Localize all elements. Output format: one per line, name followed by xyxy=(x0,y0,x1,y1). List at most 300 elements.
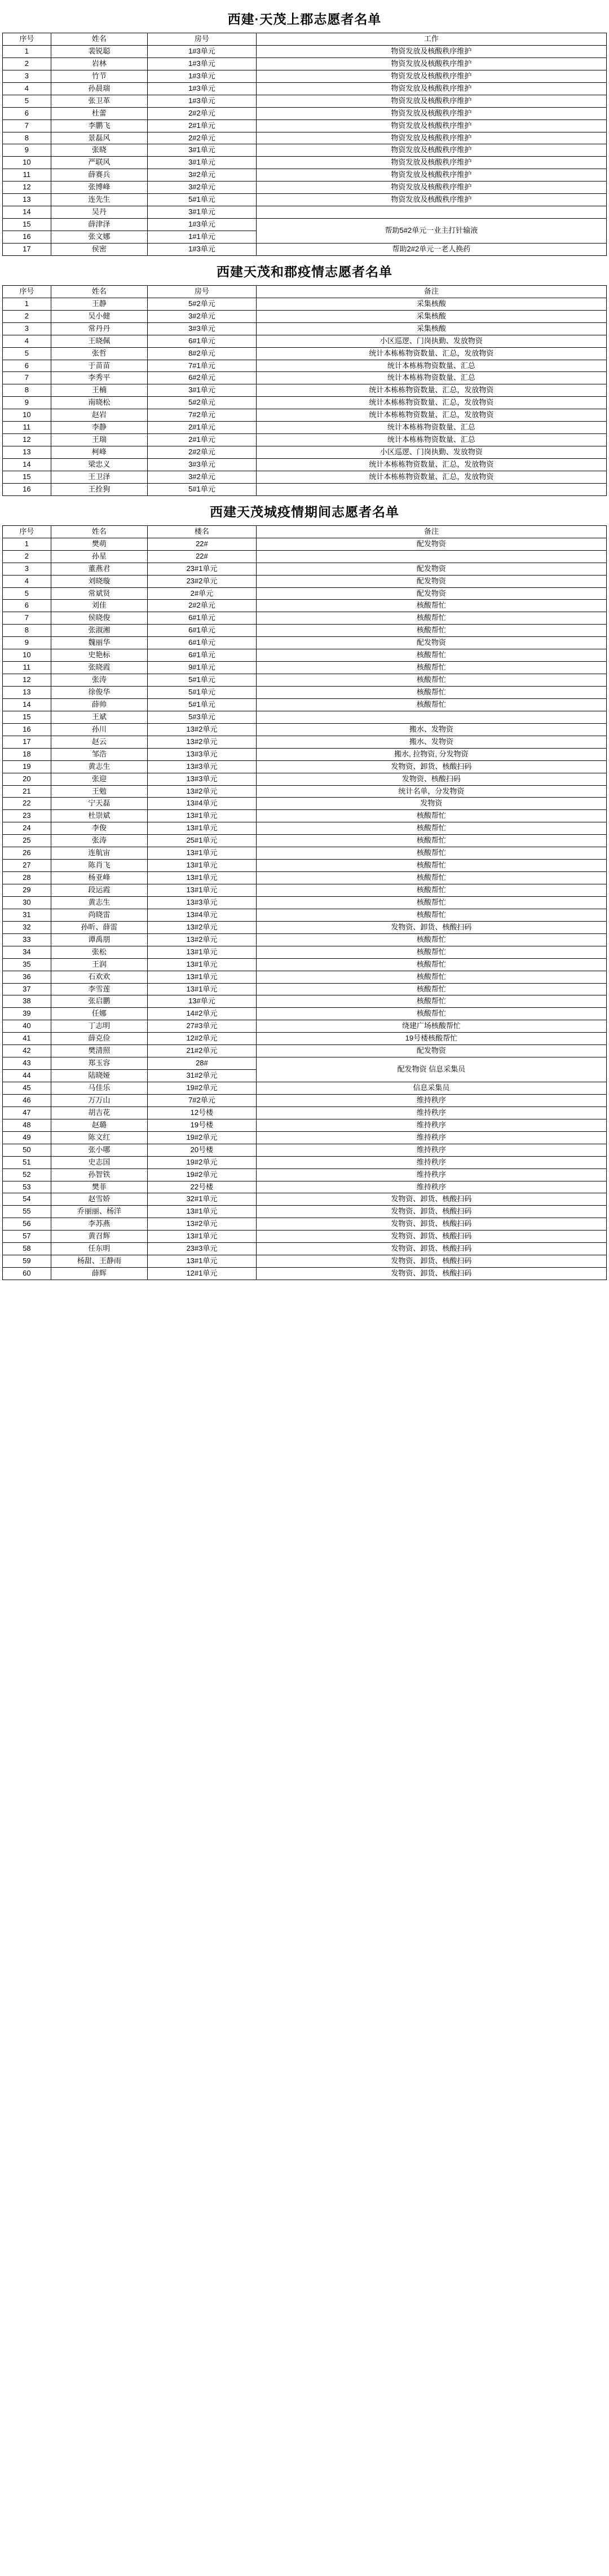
table-cell: 3#3单元 xyxy=(148,322,257,335)
table-cell: 孙智铁 xyxy=(51,1169,147,1181)
table-row xyxy=(3,82,607,95)
table-cell: 7 xyxy=(3,612,51,625)
table-cell: 13#1单元 xyxy=(148,860,257,872)
table-cell: 16 xyxy=(3,723,51,736)
table-cell: 竹节 xyxy=(51,70,147,82)
section-title: 西建天茂城疫情期间志愿者名单 xyxy=(210,504,399,519)
table-row xyxy=(3,1131,607,1144)
table-cell: 12#2单元 xyxy=(148,1033,257,1045)
table-cell-merged: 配发物资 信息采集员 xyxy=(256,1057,606,1082)
table-cell: 樊萌 xyxy=(51,538,147,550)
table-row xyxy=(3,538,607,550)
table-cell: 核酸帮忙 xyxy=(256,649,606,662)
section-title: 西建天茂和郡疫情志愿者名单 xyxy=(217,264,392,279)
table-cell: 12 xyxy=(3,674,51,687)
table-row xyxy=(3,909,607,921)
table-cell: 19#2单元 xyxy=(148,1082,257,1095)
table-cell: 37 xyxy=(3,983,51,995)
table-row xyxy=(3,736,607,748)
table-row xyxy=(3,698,607,711)
table-cell: 16 xyxy=(3,231,51,244)
table-cell-merged: 帮助5#2单元一业主打针输液 xyxy=(256,219,606,244)
table-cell: 15 xyxy=(3,711,51,723)
table-row xyxy=(3,194,607,206)
table-cell: 严联风 xyxy=(51,157,147,169)
table-cell: 55 xyxy=(3,1206,51,1218)
table-cell: 搬水、发物资 xyxy=(256,736,606,748)
table-cell: 3#1单元 xyxy=(148,157,257,169)
column-header: 房号 xyxy=(148,285,257,298)
table-cell: 2#2单元 xyxy=(148,107,257,119)
table-cell: 核酸帮忙 xyxy=(256,872,606,884)
volunteer-roster-document xyxy=(0,0,609,1286)
column-header: 姓名 xyxy=(51,285,147,298)
table-cell: 13#1单元 xyxy=(148,810,257,822)
table-cell: 46 xyxy=(3,1094,51,1106)
table-cell: 发物资、卸货、核酸扫码 xyxy=(256,1255,606,1268)
table-cell: 18 xyxy=(3,748,51,760)
table-cell: 宁天磊 xyxy=(51,798,147,810)
table-cell: 14#2单元 xyxy=(148,1008,257,1020)
table-row xyxy=(3,798,607,810)
table-cell: 23#3单元 xyxy=(148,1243,257,1255)
table-cell: 核酸帮忙 xyxy=(256,810,606,822)
table-cell: 3#2单元 xyxy=(148,182,257,194)
table-row xyxy=(3,1255,607,1268)
table-cell: 10 xyxy=(3,409,51,422)
table-row xyxy=(3,298,607,310)
table-cell: 13#2单元 xyxy=(148,933,257,946)
table-row xyxy=(3,459,607,471)
table-cell: 核酸帮忙 xyxy=(256,896,606,909)
table-cell: 13#单元 xyxy=(148,995,257,1008)
table-cell: 5#1单元 xyxy=(148,698,257,711)
table-cell: 核酸帮忙 xyxy=(256,835,606,847)
table-cell: 维持秩序 xyxy=(256,1094,606,1106)
table-row xyxy=(3,723,607,736)
column-header: 工作 xyxy=(256,33,606,46)
table-cell: 维持秩序 xyxy=(256,1119,606,1131)
table-row xyxy=(3,971,607,983)
table-cell: 维持秩序 xyxy=(256,1131,606,1144)
table-row xyxy=(3,1193,607,1206)
table-cell: 8 xyxy=(3,384,51,397)
table-cell: 2#1单元 xyxy=(148,119,257,132)
table-cell: 2#2单元 xyxy=(148,132,257,144)
table-cell: 34 xyxy=(3,946,51,958)
table-cell: 1#3单元 xyxy=(148,243,257,255)
table-cell: 张涛 xyxy=(51,835,147,847)
table-cell: 马佳乐 xyxy=(51,1082,147,1095)
table-cell: 邹浩 xyxy=(51,748,147,760)
table-cell: 3 xyxy=(3,322,51,335)
table-row xyxy=(3,860,607,872)
table-cell: 3 xyxy=(3,563,51,575)
table-cell: 薛帅 xyxy=(51,698,147,711)
table-cell: 43 xyxy=(3,1057,51,1070)
table-cell: 11 xyxy=(3,422,51,434)
table-cell: 22 xyxy=(3,798,51,810)
table-cell: 孙昕、薛雷 xyxy=(51,921,147,933)
table-cell: 搬水、发物资 xyxy=(256,723,606,736)
table-cell: 9#1单元 xyxy=(148,662,257,674)
table-cell: 7#1单元 xyxy=(148,360,257,372)
table-cell: 张松 xyxy=(51,946,147,958)
table-row xyxy=(3,157,607,169)
table-row xyxy=(3,1181,607,1193)
table-cell: 17 xyxy=(3,736,51,748)
table-cell: 7 xyxy=(3,119,51,132)
table-cell: 22号楼 xyxy=(148,1181,257,1193)
table-cell: 1#3单元 xyxy=(148,82,257,95)
table-cell: 5 xyxy=(3,587,51,600)
table-row xyxy=(3,483,607,495)
table-cell: 小区巡逻、门岗执勤、发放物资 xyxy=(256,335,606,347)
table-cell: 13#1单元 xyxy=(148,971,257,983)
table-cell: 25 xyxy=(3,835,51,847)
table-cell: 物资发放及核酸秩序维护 xyxy=(256,132,606,144)
table-cell: 信息采集员 xyxy=(256,1082,606,1095)
table-cell: 维持秩序 xyxy=(256,1156,606,1169)
table-cell: 徐俊华 xyxy=(51,687,147,699)
table-cell: 31#2单元 xyxy=(148,1070,257,1082)
table-cell: 19号楼 xyxy=(148,1119,257,1131)
table-row xyxy=(3,748,607,760)
table-cell: 黄召辉 xyxy=(51,1231,147,1243)
roster-table xyxy=(2,33,607,256)
table-row xyxy=(3,310,607,322)
table-cell: 53 xyxy=(3,1181,51,1193)
table-row xyxy=(3,1082,607,1095)
table-cell: 13#2单元 xyxy=(148,1218,257,1231)
table-cell: 2 xyxy=(3,550,51,563)
table-row xyxy=(3,243,607,255)
table-cell: 乔丽丽、杨洋 xyxy=(51,1206,147,1218)
table-row xyxy=(3,983,607,995)
table-cell: 13#2单元 xyxy=(148,921,257,933)
table-cell: 采集核酸 xyxy=(256,310,606,322)
table-cell: 柯峰 xyxy=(51,446,147,459)
table-header-row xyxy=(3,285,607,298)
table-row xyxy=(3,384,607,397)
table-cell: 13#2单元 xyxy=(148,736,257,748)
table-cell: 物资发放及核酸秩序维护 xyxy=(256,107,606,119)
table-cell: 4 xyxy=(3,335,51,347)
table-cell: 20号楼 xyxy=(148,1144,257,1156)
table-row xyxy=(3,219,607,231)
table-row xyxy=(3,360,607,372)
table-cell: 5#2单元 xyxy=(148,397,257,409)
table-cell: 核酸帮忙 xyxy=(256,1008,606,1020)
table-cell: 1#3单元 xyxy=(148,95,257,107)
table-row xyxy=(3,446,607,459)
table-row xyxy=(3,409,607,422)
table-cell: 张晓 xyxy=(51,144,147,157)
table-cell: 李雪莲 xyxy=(51,983,147,995)
table-cell: 任东明 xyxy=(51,1243,147,1255)
table-cell: 14 xyxy=(3,698,51,711)
table-row xyxy=(3,1169,607,1181)
table-cell: 47 xyxy=(3,1106,51,1119)
table-cell: 孙星 xyxy=(51,550,147,563)
table-cell: 核酸帮忙 xyxy=(256,662,606,674)
table-cell: 56 xyxy=(3,1218,51,1231)
table-cell: 22# xyxy=(148,550,257,563)
table-cell: 50 xyxy=(3,1144,51,1156)
table-row xyxy=(3,958,607,971)
table-row xyxy=(3,70,607,82)
table-cell: 6 xyxy=(3,360,51,372)
table-cell: 张涛 xyxy=(51,674,147,687)
table-cell: 9 xyxy=(3,637,51,649)
table-cell: 物资发放及核酸秩序维护 xyxy=(256,194,606,206)
table-row xyxy=(3,884,607,897)
table-row xyxy=(3,896,607,909)
table-cell: 54 xyxy=(3,1193,51,1206)
table-cell: 物资发放及核酸秩序维护 xyxy=(256,119,606,132)
table-cell: 27#3单元 xyxy=(148,1020,257,1033)
table-cell: 核酸帮忙 xyxy=(256,600,606,612)
table-row xyxy=(3,711,607,723)
table-cell: 59 xyxy=(3,1255,51,1268)
table-cell: 1 xyxy=(3,538,51,550)
table-cell: 35 xyxy=(3,958,51,971)
table-cell: 丁志明 xyxy=(51,1020,147,1033)
column-header: 序号 xyxy=(3,525,51,538)
table-row xyxy=(3,1033,607,1045)
column-header: 序号 xyxy=(3,33,51,46)
table-cell: 1 xyxy=(3,45,51,57)
table-cell: 7#2单元 xyxy=(148,1094,257,1106)
table-cell: 统计本栋栋物资数量、汇总，发放物资 xyxy=(256,397,606,409)
table-cell: 核酸帮忙 xyxy=(256,983,606,995)
table-cell: 物资发放及核酸秩序维护 xyxy=(256,70,606,82)
table-cell: 12#1单元 xyxy=(148,1268,257,1280)
table-cell: 13 xyxy=(3,687,51,699)
table-cell: 12 xyxy=(3,434,51,446)
table-row xyxy=(3,600,607,612)
table-cell: 核酸帮忙 xyxy=(256,909,606,921)
table-cell: 赵雪娇 xyxy=(51,1193,147,1206)
table-cell: 21#2单元 xyxy=(148,1045,257,1057)
table-cell: 搬水, 拉物资, 分发物资 xyxy=(256,748,606,760)
table-cell: 维持秩序 xyxy=(256,1144,606,1156)
table-cell: 发物资、卸货、核酸扫码 xyxy=(256,1268,606,1280)
table-cell: 吴丹 xyxy=(51,206,147,219)
table-cell: 张小哪 xyxy=(51,1144,147,1156)
table-cell: 张启鹏 xyxy=(51,995,147,1008)
table-cell: 6#1单元 xyxy=(148,625,257,637)
table-cell: 核酸帮忙 xyxy=(256,995,606,1008)
table-row xyxy=(3,169,607,182)
table-cell: 41 xyxy=(3,1033,51,1045)
table-row xyxy=(3,1119,607,1131)
table-cell: 王拴狗 xyxy=(51,483,147,495)
table-row xyxy=(3,637,607,649)
table-cell: 谭禹朋 xyxy=(51,933,147,946)
table-cell: 发物资、卸货、核酸扫码 xyxy=(256,921,606,933)
table-cell: 3#3单元 xyxy=(148,459,257,471)
table-cell: 13#2单元 xyxy=(148,785,257,798)
table-cell: 发物资、卸货、核酸扫码 xyxy=(256,1193,606,1206)
table-row xyxy=(3,372,607,384)
table-row xyxy=(3,822,607,835)
table-cell: 核酸帮忙 xyxy=(256,612,606,625)
table-cell: 薛克俭 xyxy=(51,1033,147,1045)
table-cell: 6#2单元 xyxy=(148,372,257,384)
table-header-row xyxy=(3,33,607,46)
table-cell: 王卫泽 xyxy=(51,471,147,483)
table-cell: 1#3单元 xyxy=(148,45,257,57)
column-header: 楼名 xyxy=(148,525,257,538)
table-cell: 统计本栋栋物资数量、汇总 xyxy=(256,360,606,372)
table-cell: 裴锐聪 xyxy=(51,45,147,57)
table-cell: 核酸帮忙 xyxy=(256,946,606,958)
table-cell: 5#1单元 xyxy=(148,483,257,495)
table-cell: 发物资、卸货、核酸扫码 xyxy=(256,1206,606,1218)
table-cell: 统计本栋栋物资数量、汇总 xyxy=(256,372,606,384)
table-cell: 于苗苗 xyxy=(51,360,147,372)
table-cell: 3#2单元 xyxy=(148,310,257,322)
table-cell: 张博峰 xyxy=(51,182,147,194)
table-cell: 侯密 xyxy=(51,243,147,255)
table-cell: 28 xyxy=(3,872,51,884)
table-cell: 12号楼 xyxy=(148,1106,257,1119)
column-header: 房号 xyxy=(148,33,257,46)
table-cell: 发物资、卸货、核酸扫码 xyxy=(256,1231,606,1243)
table-cell: 任娜 xyxy=(51,1008,147,1020)
table-cell: 23#1单元 xyxy=(148,563,257,575)
table-row xyxy=(3,835,607,847)
table-cell: 1 xyxy=(3,298,51,310)
table-cell: 8 xyxy=(3,625,51,637)
table-cell: 李苏燕 xyxy=(51,1218,147,1231)
table-cell: 2#单元 xyxy=(148,587,257,600)
table-cell xyxy=(256,711,606,723)
table-cell: 48 xyxy=(3,1119,51,1131)
table-cell: 40 xyxy=(3,1020,51,1033)
table-cell: 6#1单元 xyxy=(148,649,257,662)
table-cell: 核酸帮忙 xyxy=(256,860,606,872)
table-cell: 核酸帮忙 xyxy=(256,933,606,946)
table-cell: 王楠 xyxy=(51,384,147,397)
table-cell: 13#2单元 xyxy=(148,723,257,736)
table-row xyxy=(3,847,607,860)
table-cell: 胡吉花 xyxy=(51,1106,147,1119)
table-cell: 王润 xyxy=(51,958,147,971)
table-cell: 绕建广场核酸帮忙 xyxy=(256,1020,606,1033)
table-row xyxy=(3,182,607,194)
table-row xyxy=(3,612,607,625)
table-cell: 39 xyxy=(3,1008,51,1020)
table-row xyxy=(3,422,607,434)
table-row xyxy=(3,946,607,958)
table-cell: 魏丽华 xyxy=(51,637,147,649)
table-cell: 42 xyxy=(3,1045,51,1057)
table-cell: 1#1单元 xyxy=(148,231,257,244)
table-cell: 常斌贤 xyxy=(51,587,147,600)
table-row xyxy=(3,1057,607,1070)
table-row xyxy=(3,95,607,107)
table-cell: 孙川 xyxy=(51,723,147,736)
table-cell: 核酸帮忙 xyxy=(256,847,606,860)
table-cell: 维持秩序 xyxy=(256,1181,606,1193)
table-cell: 8#2单元 xyxy=(148,347,257,360)
table-cell: 杨甜、王静雨 xyxy=(51,1255,147,1268)
table-row xyxy=(3,760,607,773)
table-cell: 2#1单元 xyxy=(148,422,257,434)
table-cell: 4 xyxy=(3,575,51,587)
table-cell xyxy=(256,550,606,563)
table-cell: 刘晓璇 xyxy=(51,575,147,587)
table-cell: 32 xyxy=(3,921,51,933)
table-cell: 薛津泽 xyxy=(51,219,147,231)
table-cell: 38 xyxy=(3,995,51,1008)
table-cell: 核酸帮忙 xyxy=(256,958,606,971)
table-cell: 连航宙 xyxy=(51,847,147,860)
table-row xyxy=(3,57,607,70)
table-cell: 27 xyxy=(3,860,51,872)
table-cell: 1#3单元 xyxy=(148,70,257,82)
table-cell: 6#1单元 xyxy=(148,637,257,649)
table-row xyxy=(3,1231,607,1243)
table-row xyxy=(3,471,607,483)
table-cell: 57 xyxy=(3,1231,51,1243)
table-cell: 赵云 xyxy=(51,736,147,748)
column-header: 姓名 xyxy=(51,33,147,46)
table-row xyxy=(3,662,607,674)
table-cell: 尚晓雷 xyxy=(51,909,147,921)
table-cell: 15 xyxy=(3,219,51,231)
table-cell: 王晓佩 xyxy=(51,335,147,347)
table-cell: 统计本栋栋物资数量、汇总 xyxy=(256,422,606,434)
table-cell: 52 xyxy=(3,1169,51,1181)
table-cell: 7#2单元 xyxy=(148,409,257,422)
table-row xyxy=(3,144,607,157)
table-cell: 21 xyxy=(3,785,51,798)
table-cell: 51 xyxy=(3,1156,51,1169)
table-cell: 采集核酸 xyxy=(256,322,606,335)
table-cell: 杜蕾 xyxy=(51,107,147,119)
table-cell: 1#3单元 xyxy=(148,219,257,231)
roster-sections-container xyxy=(2,3,607,1280)
table-cell: 帮助2#2单元一老人换药 xyxy=(256,243,606,255)
table-cell: 13#1单元 xyxy=(148,983,257,995)
table-cell: 核酸帮忙 xyxy=(256,698,606,711)
table-cell: 配发物资 xyxy=(256,538,606,550)
table-cell: 维持秩序 xyxy=(256,1169,606,1181)
table-cell: 49 xyxy=(3,1131,51,1144)
table-cell: 19 xyxy=(3,760,51,773)
table-cell: 常丹丹 xyxy=(51,322,147,335)
table-cell: 统计本栋栋物资数量、汇总，发放物资 xyxy=(256,459,606,471)
table-cell: 石欢欢 xyxy=(51,971,147,983)
table-cell: 物资发放及核酸秩序维护 xyxy=(256,57,606,70)
table-cell: 物资发放及核酸秩序维护 xyxy=(256,169,606,182)
table-cell: 31 xyxy=(3,909,51,921)
table-cell: 小区巡逻、门岗执勤、发放物资 xyxy=(256,446,606,459)
table-row xyxy=(3,933,607,946)
table-row xyxy=(3,1156,607,1169)
table-cell: 郑玉容 xyxy=(51,1057,147,1070)
table-cell: 13#1单元 xyxy=(148,1206,257,1218)
column-header: 姓名 xyxy=(51,525,147,538)
table-cell: 发物资、卸货、核酸扫码 xyxy=(256,760,606,773)
table-cell: 13#3单元 xyxy=(148,896,257,909)
table-cell: 14 xyxy=(3,206,51,219)
table-cell: 梁忠义 xyxy=(51,459,147,471)
table-cell: 19号楼核酸帮忙 xyxy=(256,1033,606,1045)
